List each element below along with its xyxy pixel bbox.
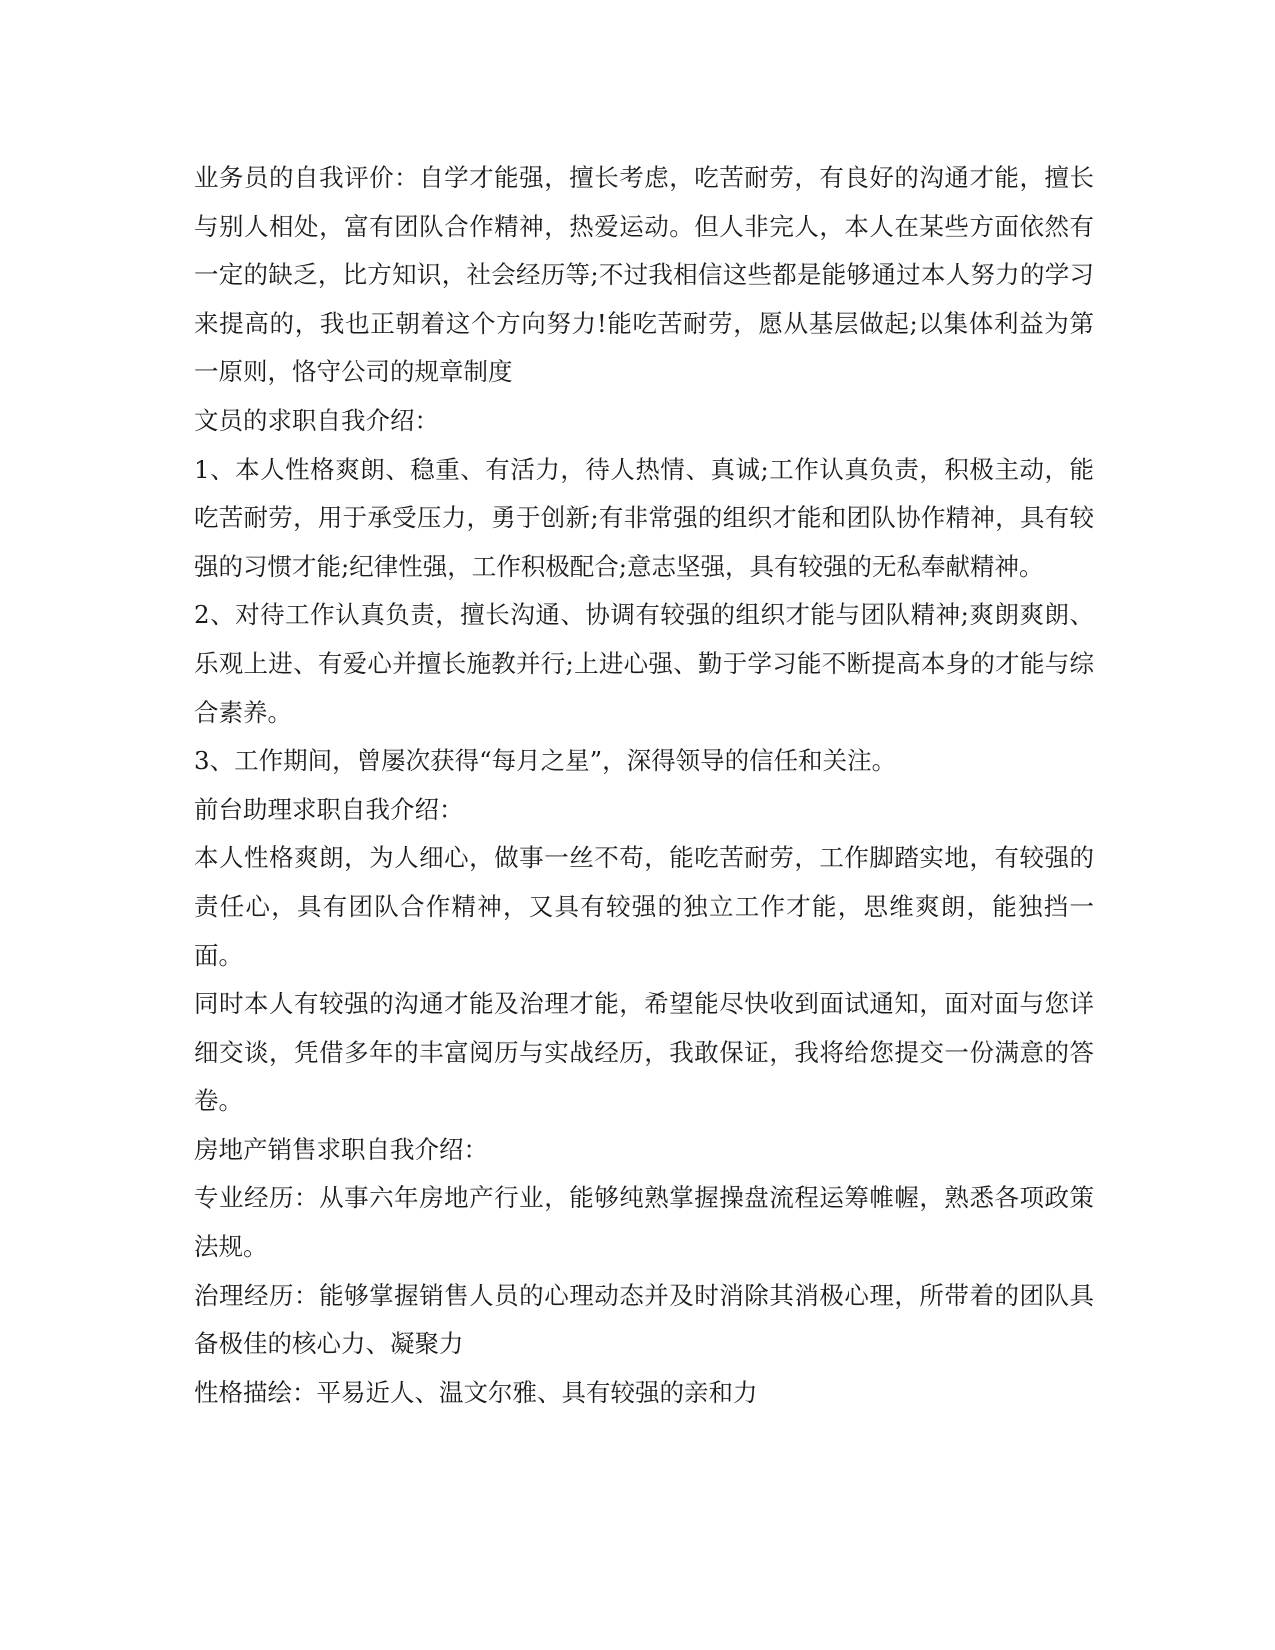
paragraph-front-desk-personality: 本人性格爽朗，为人细心，做事一丝不苟，能吃苦耐劳，工作脚踏实地，有较强的责任心，具有团队合作精神，又具有较强的独立工作才能，思维爽朗，能独挡一面。 xyxy=(194,843,1094,970)
heading-real-estate-intro: 房地产销售求职自我介绍： xyxy=(194,1134,488,1164)
heading-front-desk-intro: 前台助理求职自我介绍： xyxy=(194,794,464,824)
paragraph-clerk-point-2: 2、对待工作认真负责，擅长沟通、协调有较强的组织才能与团队精神;爽朗爽朗、乐观上进、有爱心并擅长施教并行;上进心强、勤于学习能不断提高本身的才能与综合素养。 xyxy=(194,600,1094,727)
paragraph-clerk-point-3: 3、工作期间，曾屡次获得“每月之星”，深得领导的信任和关注。 xyxy=(194,746,897,776)
paragraph-professional-experience: 专业经历：从事六年房地产行业，能够纯熟掌握操盘流程运筹帷幄，熟悉各项政策法规。 xyxy=(194,1183,1094,1262)
paragraph-front-desk-skills: 同时本人有较强的沟通才能及治理才能，希望能尽快收到面试通知，面对面与您详细交谈，凭借多年的丰富阅历与实战经历，我敢保证，我将给您提交一份满意的答卷。 xyxy=(194,989,1094,1116)
paragraph-salesman-self-evaluation: 业务员的自我评价：自学才能强，擅长考虑，吃苦耐劳，有良好的沟通才能，擅长与别人相处，富有团队合作精神，热爱运动。但人非完人，本人在某些方面依然有一定的缺乏，比方知识，社会经历等;不过我相信这些都是能够通过本人努力的学习来提高的，我也正朝着这个方向努力!能吃苦耐劳，愿从基层做起;以集体利益为第一原则，恪守公司的规章制度 xyxy=(194,163,1094,387)
paragraph-personality-description: 性格描绘：平易近人、温文尔雅、具有较强的亲和力 xyxy=(194,1377,758,1407)
paragraph-management-experience: 治理经历：能够掌握销售人员的心理动态并及时消除其消极心理，所带着的团队具备极佳的核心力、凝聚力 xyxy=(194,1280,1094,1359)
heading-clerk-intro: 文员的求职自我介绍： xyxy=(194,405,439,435)
document-body xyxy=(194,154,1094,1417)
paragraph-clerk-point-1: 1、本人性格爽朗、稳重、有活力，待人热情、真诚;工作认真负责，积极主动，能吃苦耐劳，用于承受压力，勇于创新;有非常强的组织才能和团队协作精神，具有较强的习惯才能;纪律性强，工作积极配合;意志坚强，具有较强的无私奉献精神。 xyxy=(194,454,1094,581)
